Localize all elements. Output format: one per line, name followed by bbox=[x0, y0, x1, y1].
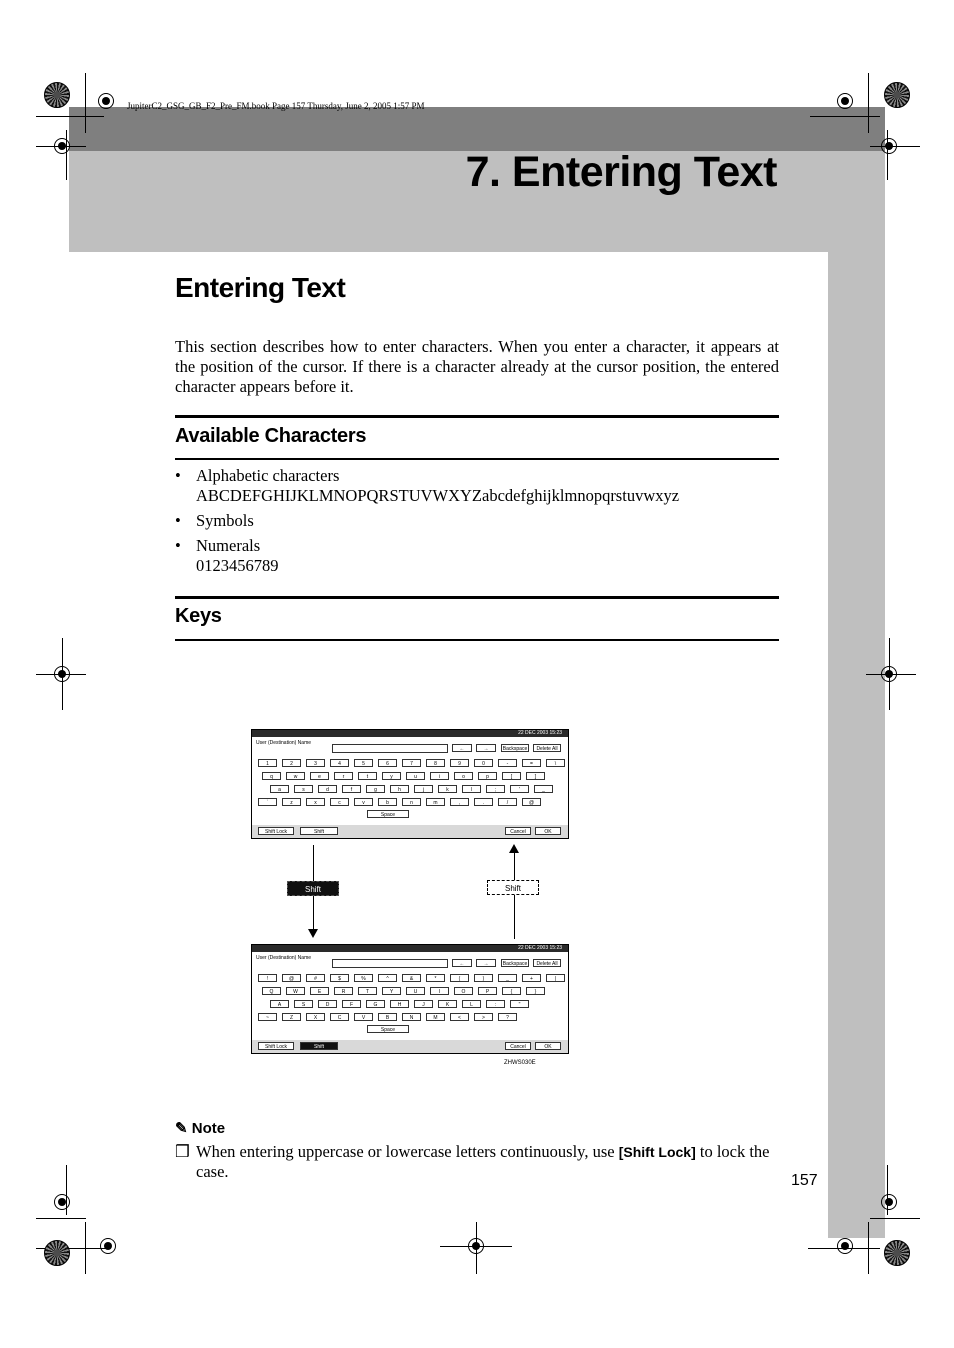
shift-lock-key-name: [Shift Lock] bbox=[618, 1144, 696, 1160]
character-key[interactable]: ` bbox=[258, 798, 277, 806]
character-key[interactable]: E bbox=[310, 987, 329, 995]
character-key[interactable]: # bbox=[306, 974, 325, 982]
character-key[interactable]: ~ bbox=[258, 1013, 277, 1021]
character-key[interactable]: z bbox=[282, 798, 301, 806]
character-key[interactable]: t bbox=[358, 772, 377, 780]
character-key[interactable]: 7 bbox=[402, 759, 421, 767]
note-label: Note bbox=[191, 1120, 226, 1137]
screen-clock: 22 DEC 2003 15:23 bbox=[252, 730, 568, 737]
character-key[interactable]: C bbox=[330, 1013, 349, 1021]
list-item: • Numerals 0123456789 bbox=[175, 536, 279, 575]
character-key[interactable]: 4 bbox=[330, 759, 349, 767]
character-key[interactable]: b bbox=[378, 798, 397, 806]
character-key[interactable]: M bbox=[426, 1013, 445, 1021]
note-item bbox=[175, 1142, 779, 1182]
character-key[interactable]: @ bbox=[282, 974, 301, 982]
intro-paragraph: This section describes how to enter characters. When you enter a character, it appears at the position of the cursor. If there is a character already at the cursor position, the entered character appears before it. bbox=[175, 337, 779, 396]
registration-mark-icon bbox=[54, 138, 70, 154]
character-key[interactable]: A bbox=[270, 1000, 289, 1008]
character-key[interactable]: ' bbox=[510, 785, 529, 793]
character-key[interactable]: { bbox=[502, 987, 521, 995]
character-key[interactable]: v bbox=[354, 798, 373, 806]
character-key[interactable]: * bbox=[426, 974, 445, 982]
character-key[interactable]: } bbox=[526, 987, 545, 995]
section-title: Entering Text bbox=[175, 272, 346, 303]
character-key[interactable]: B bbox=[378, 1013, 397, 1021]
character-key[interactable]: H bbox=[390, 1000, 409, 1008]
character-key[interactable]: n bbox=[402, 798, 421, 806]
character-key[interactable]: X bbox=[306, 1013, 325, 1021]
backspace-button[interactable]: Backspace bbox=[502, 961, 528, 967]
item-label: Symbols bbox=[196, 511, 254, 530]
item-label: Numerals bbox=[196, 536, 261, 555]
character-key[interactable]: ^ bbox=[378, 974, 397, 982]
connector-line bbox=[514, 852, 515, 880]
character-key[interactable]: @ bbox=[522, 798, 541, 806]
side-thumb-tab bbox=[828, 252, 885, 1238]
character-key[interactable]: f bbox=[342, 785, 361, 793]
character-key[interactable]: a bbox=[270, 785, 289, 793]
keyboard-screen-lowercase bbox=[251, 729, 569, 839]
available-characters-heading: Available Characters bbox=[175, 425, 367, 447]
space-key[interactable]: Space bbox=[367, 1025, 409, 1033]
character-key[interactable]: N bbox=[402, 1013, 421, 1021]
cursor-right-button[interactable]: → bbox=[476, 959, 496, 967]
character-key[interactable]: P bbox=[478, 987, 497, 995]
character-key[interactable]: k bbox=[438, 785, 457, 793]
character-key[interactable]: - bbox=[498, 759, 517, 767]
cursor-right-button[interactable]: → bbox=[476, 744, 496, 752]
space-key[interactable]: Space bbox=[367, 810, 409, 818]
character-key[interactable]: U bbox=[406, 987, 425, 995]
character-key[interactable]: J bbox=[414, 1000, 433, 1008]
note-heading bbox=[175, 1119, 225, 1137]
character-key[interactable]: 3 bbox=[306, 759, 325, 767]
character-key[interactable]: | bbox=[546, 974, 565, 982]
registration-mark-icon bbox=[468, 1238, 484, 1254]
character-key[interactable]: $ bbox=[330, 974, 349, 982]
page-number: 157 bbox=[791, 1172, 818, 1189]
character-key[interactable]: 0 bbox=[474, 759, 493, 767]
character-key[interactable]: l bbox=[462, 785, 481, 793]
available-characters-list bbox=[175, 466, 779, 581]
registration-mark-icon bbox=[54, 1194, 70, 1210]
character-key[interactable]: j bbox=[414, 785, 433, 793]
character-key[interactable]: y bbox=[382, 772, 401, 780]
character-key[interactable]: = bbox=[522, 759, 541, 767]
character-key[interactable]: x bbox=[306, 798, 325, 806]
color-wheel-icon bbox=[884, 1240, 910, 1266]
shift-button[interactable]: Shift bbox=[300, 827, 338, 835]
character-key[interactable]: ? bbox=[498, 1013, 517, 1021]
shift-lock-button[interactable]: Shift Lock bbox=[258, 827, 294, 835]
character-key[interactable]: 2 bbox=[282, 759, 301, 767]
character-key[interactable]: ; bbox=[486, 785, 505, 793]
character-key[interactable]: p bbox=[478, 772, 497, 780]
list-item: • Symbols bbox=[175, 511, 254, 530]
character-key[interactable]: D bbox=[318, 1000, 337, 1008]
character-key[interactable]: i bbox=[430, 772, 449, 780]
field-label: User (Destination) Name bbox=[256, 740, 312, 746]
character-key[interactable]: . bbox=[474, 798, 493, 806]
heading-rule-top bbox=[175, 415, 779, 418]
backspace-button[interactable]: Backspace bbox=[502, 746, 528, 752]
cancel-button[interactable]: Cancel bbox=[505, 827, 531, 835]
registration-mark-icon bbox=[881, 666, 897, 682]
checkbox-icon: ❒ bbox=[175, 1142, 190, 1161]
character-key[interactable]: & bbox=[402, 974, 421, 982]
figure-code: ZHWS030E bbox=[504, 1060, 536, 1066]
book-info: JupiterC2_GSG_GB_F2_Pre_FM.book Page 157 Thursday, June 2, 2005 1:57 PM bbox=[127, 101, 425, 111]
character-key[interactable]: L bbox=[462, 1000, 481, 1008]
registration-mark-icon bbox=[881, 1194, 897, 1210]
connector-line bbox=[514, 895, 515, 939]
character-key[interactable]: ) bbox=[474, 974, 493, 982]
character-key[interactable]: ! bbox=[258, 974, 277, 982]
character-key[interactable]: % bbox=[354, 974, 373, 982]
character-key[interactable]: T bbox=[358, 987, 377, 995]
character-key[interactable]: q bbox=[262, 772, 281, 780]
name-input[interactable] bbox=[332, 959, 448, 968]
keys-heading: Keys bbox=[175, 605, 222, 627]
character-key[interactable]: / bbox=[498, 798, 517, 806]
heading-rule-bottom bbox=[175, 639, 779, 641]
character-key[interactable]: 1 bbox=[258, 759, 277, 767]
cursor-left-button[interactable]: ← bbox=[452, 959, 472, 967]
screen-clock: 22 DEC 2003 15:23 bbox=[252, 945, 568, 952]
character-key[interactable]: W bbox=[286, 987, 305, 995]
connector-line bbox=[313, 845, 314, 881]
character-key[interactable]: Y bbox=[382, 987, 401, 995]
character-key[interactable]: < bbox=[450, 1013, 469, 1021]
registration-mark-icon bbox=[837, 93, 853, 109]
character-key[interactable]: > bbox=[474, 1013, 493, 1021]
ok-button[interactable]: OK bbox=[535, 1042, 561, 1050]
character-key[interactable]: 6 bbox=[378, 759, 397, 767]
character-key[interactable]: m bbox=[426, 798, 445, 806]
note-text: When entering uppercase or lowercase letters continuously, use [Shift Lock] to lock the case. bbox=[196, 1142, 770, 1181]
character-key[interactable]: 5 bbox=[354, 759, 373, 767]
character-key[interactable]: : bbox=[486, 1000, 505, 1008]
character-key[interactable]: G bbox=[366, 1000, 385, 1008]
heading-rule-top bbox=[175, 596, 779, 599]
character-key[interactable]: _ bbox=[498, 974, 517, 982]
registration-mark-icon bbox=[98, 93, 114, 109]
character-key[interactable]: Q bbox=[262, 987, 281, 995]
panel-footer bbox=[252, 825, 568, 838]
character-key[interactable]: Z bbox=[282, 1013, 301, 1021]
name-input[interactable] bbox=[332, 744, 448, 753]
cancel-button[interactable]: Cancel bbox=[505, 1042, 531, 1050]
character-key[interactable]: R bbox=[334, 987, 353, 995]
panel-footer bbox=[252, 1040, 568, 1053]
character-key[interactable]: u bbox=[406, 772, 425, 780]
shift-lock-button[interactable]: Shift Lock bbox=[258, 1042, 294, 1050]
delete-all-button[interactable]: Delete All bbox=[533, 744, 561, 752]
character-key[interactable]: s bbox=[294, 785, 313, 793]
character-key[interactable]: 8 bbox=[426, 759, 445, 767]
character-key[interactable]: [ bbox=[502, 772, 521, 780]
character-key[interactable]: V bbox=[354, 1013, 373, 1021]
ok-button[interactable]: OK bbox=[535, 827, 561, 835]
character-key[interactable]: F bbox=[342, 1000, 361, 1008]
color-wheel-icon bbox=[884, 82, 910, 108]
character-key[interactable]: c bbox=[330, 798, 349, 806]
heading-rule-bottom bbox=[175, 458, 779, 460]
character-key[interactable]: , bbox=[450, 798, 469, 806]
item-detail: ABCDEFGHIJKLMNOPQRSTUVWXYZabcdefghijklmnopqrstuvwxyz bbox=[196, 486, 680, 505]
character-key[interactable]: e bbox=[310, 772, 329, 780]
character-key[interactable]: _ bbox=[534, 785, 553, 793]
item-label: Alphabetic characters bbox=[196, 466, 340, 485]
chapter-title: 7. Entering Text bbox=[465, 148, 777, 196]
shift-key-released-callout: Shift bbox=[487, 880, 539, 895]
header-band-dark bbox=[69, 107, 885, 151]
character-key[interactable]: o bbox=[454, 772, 473, 780]
color-wheel-icon bbox=[44, 82, 70, 108]
character-key[interactable]: d bbox=[318, 785, 337, 793]
registration-mark-icon bbox=[881, 138, 897, 154]
character-key[interactable]: 9 bbox=[450, 759, 469, 767]
character-key[interactable]: \ bbox=[546, 759, 565, 767]
character-key[interactable]: r bbox=[334, 772, 353, 780]
pencil-icon: ✎ bbox=[175, 1120, 188, 1137]
character-key[interactable]: " bbox=[510, 1000, 529, 1008]
color-wheel-icon bbox=[44, 1240, 70, 1266]
keyboard-screen-uppercase bbox=[251, 944, 569, 1054]
character-key[interactable]: + bbox=[522, 974, 541, 982]
item-detail: 0123456789 bbox=[196, 556, 279, 575]
character-key[interactable]: ( bbox=[450, 974, 469, 982]
registration-mark-icon bbox=[100, 1238, 116, 1254]
shift-key-pressed-callout: Shift bbox=[287, 881, 339, 896]
delete-all-button[interactable]: Delete All bbox=[533, 959, 561, 967]
character-key[interactable]: K bbox=[438, 1000, 457, 1008]
list-item: • Alphabetic characters ABCDEFGHIJKLMNOPQRSTUVWXYZabcdefghijklmnopqrstuvwxyz bbox=[175, 466, 680, 505]
character-key[interactable]: S bbox=[294, 1000, 313, 1008]
field-label: User (Destination) Name bbox=[256, 955, 312, 961]
character-key[interactable]: w bbox=[286, 772, 305, 780]
cursor-left-button[interactable]: ← bbox=[452, 744, 472, 752]
registration-mark-icon bbox=[837, 1238, 853, 1254]
shift-button-active[interactable]: Shift bbox=[300, 1042, 338, 1050]
character-key[interactable]: O bbox=[454, 987, 473, 995]
connector-line bbox=[313, 896, 314, 930]
arrow-down-icon bbox=[308, 929, 318, 938]
registration-mark-icon bbox=[54, 666, 70, 682]
character-key[interactable]: I bbox=[430, 987, 449, 995]
character-key[interactable]: g bbox=[366, 785, 385, 793]
character-key[interactable]: ] bbox=[526, 772, 545, 780]
character-key[interactable]: h bbox=[390, 785, 409, 793]
